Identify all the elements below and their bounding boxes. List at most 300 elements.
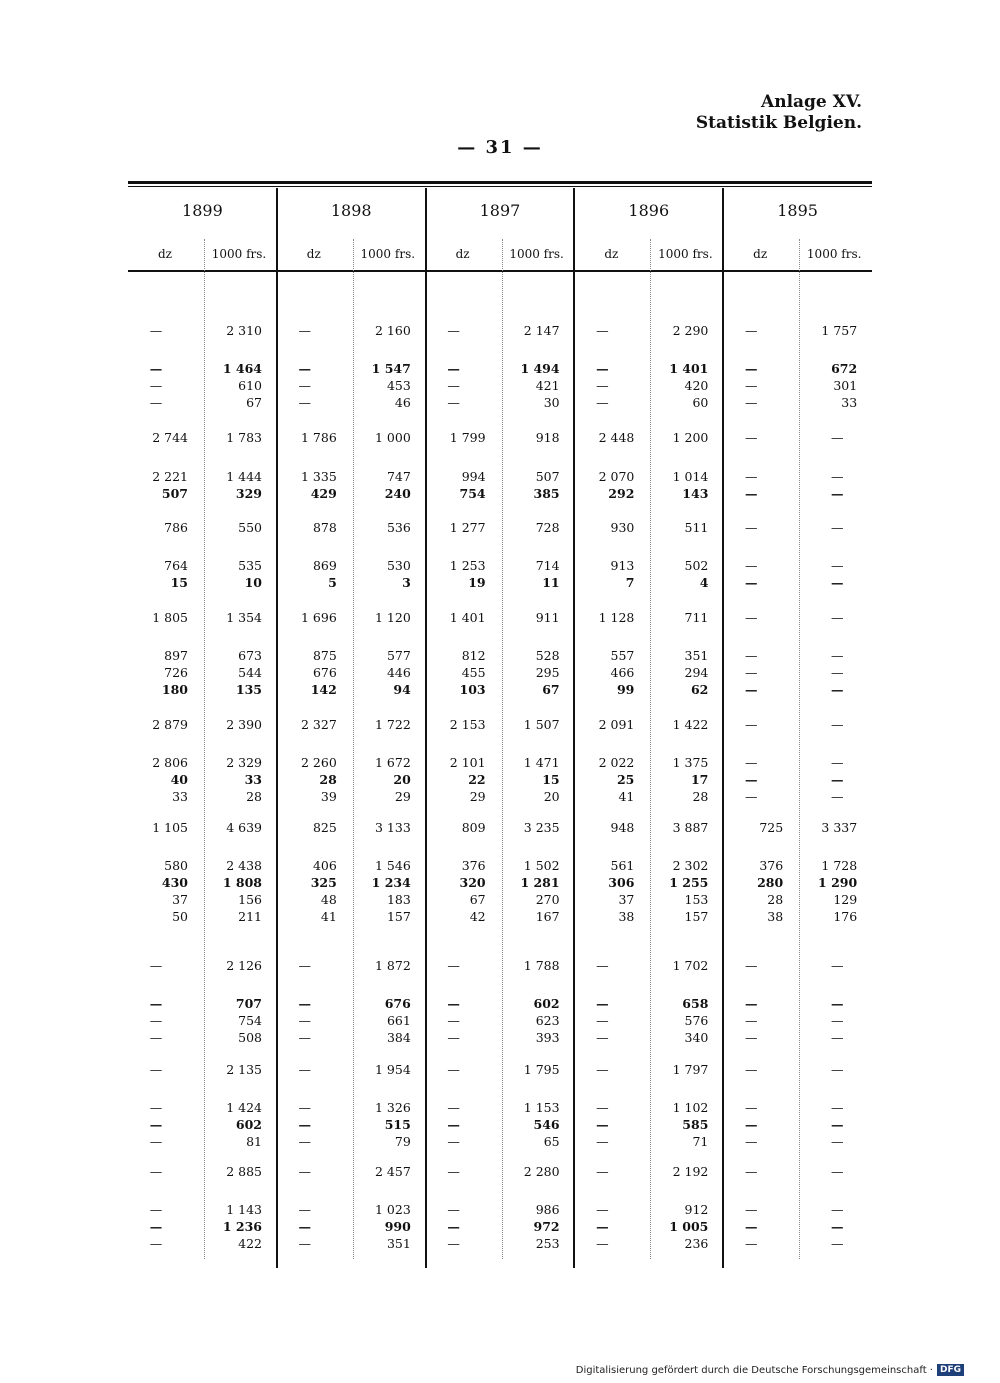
table-cell: 81 — [246, 1134, 262, 1149]
table-cell: 10 — [244, 575, 262, 590]
table-cell: 176 — [833, 909, 858, 924]
table-cell: 878 — [312, 520, 337, 535]
table-cell: — — [744, 755, 758, 770]
table-cell: 351 — [386, 1236, 411, 1251]
table-cell: — — [298, 378, 312, 393]
table-cell: 535 — [238, 558, 262, 573]
table-cell: — — [149, 1236, 163, 1251]
table-cell: 1 424 — [226, 1100, 262, 1115]
table-cell: — — [744, 717, 758, 732]
table-cell: 211 — [238, 909, 262, 924]
table-cell: 764 — [164, 558, 188, 573]
table-cell: 28 — [246, 789, 262, 804]
table-cell: 825 — [312, 820, 337, 835]
table-cell: — — [744, 486, 758, 501]
table-cell: 236 — [684, 1236, 709, 1251]
table-cell: 536 — [386, 520, 411, 535]
table-cell: 2 390 — [226, 717, 262, 732]
table-cell: 2 885 — [226, 1164, 262, 1179]
table-cell: 1 546 — [375, 858, 411, 873]
table-cell: 1 783 — [226, 430, 262, 445]
table-cell: — — [744, 1202, 758, 1217]
table-cell: — — [447, 361, 460, 376]
table-cell: 515 — [384, 1117, 411, 1132]
table-cell: — — [830, 1164, 844, 1179]
table-cell: 972 — [533, 1219, 560, 1234]
table-cell: — — [830, 717, 844, 732]
table-cell: — — [447, 1117, 460, 1132]
table-cell: — — [447, 1030, 460, 1045]
table-cell: — — [596, 378, 609, 393]
table-cell: 406 — [312, 858, 337, 873]
table-cell: 544 — [238, 665, 262, 680]
table-cell: 2 153 — [449, 717, 486, 732]
table-cell: 22 — [468, 772, 486, 787]
table-cell: — — [744, 665, 758, 680]
table-cell: 2 126 — [226, 958, 262, 973]
unit-dz-header: dz — [455, 247, 470, 261]
table-cell: 507 — [535, 469, 560, 484]
table-cell: 60 — [692, 395, 709, 410]
table-cell: 466 — [610, 665, 635, 680]
table-cell: — — [744, 430, 758, 445]
table-cell: — — [830, 755, 844, 770]
table-cell: 292 — [608, 486, 635, 501]
table-cell: 918 — [535, 430, 560, 445]
table-cell: 3 — [402, 575, 411, 590]
table-cell: 672 — [831, 361, 858, 376]
table-cell: — — [744, 520, 758, 535]
annex-label: Anlage XV. — [761, 92, 862, 112]
table-cell: 180 — [161, 682, 188, 697]
table-cell: 28 — [767, 892, 784, 907]
page-header — [696, 92, 862, 134]
unit-dz-header: dz — [753, 247, 768, 261]
unit-frs-header: 1000 frs. — [806, 247, 862, 261]
table-cell: 812 — [461, 648, 486, 663]
table-cell: 38 — [767, 909, 784, 924]
table-cell: — — [149, 378, 163, 393]
table-cell: 5 — [328, 575, 337, 590]
table-cell: 1 797 — [672, 1062, 709, 1077]
table-cell: 11 — [542, 575, 560, 590]
table-cell: 2 806 — [152, 755, 188, 770]
table-cell: 602 — [235, 1117, 262, 1132]
table-cell: 911 — [535, 610, 560, 625]
table-cell: 1 128 — [598, 610, 635, 625]
table-cell: 2 310 — [226, 323, 262, 338]
table-cell: — — [830, 1013, 844, 1028]
table-cell: 1 799 — [449, 430, 486, 445]
table-cell: 610 — [238, 378, 262, 393]
table-cell: 41 — [320, 909, 337, 924]
table-cell: 502 — [684, 558, 709, 573]
table-cell: — — [830, 1062, 844, 1077]
table-cell: — — [447, 1202, 460, 1217]
table-cell: 33 — [172, 789, 188, 804]
table-cell: 754 — [238, 1013, 262, 1028]
document-subtitle: Statistik Belgien. — [695, 113, 862, 133]
table-cell: — — [744, 996, 758, 1011]
table-cell: 39 — [320, 789, 337, 804]
table-cell: 103 — [459, 682, 486, 697]
table-cell: — — [830, 430, 844, 445]
table-cell: 1 326 — [375, 1100, 411, 1115]
table-cell: 25 — [616, 772, 635, 787]
table-cell: 183 — [386, 892, 411, 907]
table-cell: 40 — [170, 772, 188, 787]
column-divider — [573, 188, 575, 1268]
table-cell: 2 290 — [672, 323, 709, 338]
year-header: 1898 — [330, 201, 372, 220]
table-cell: — — [149, 1117, 163, 1132]
table-cell: 20 — [393, 772, 411, 787]
table-cell: 430 — [161, 875, 188, 890]
table-cell: 912 — [684, 1202, 709, 1217]
table-cell: — — [744, 1164, 758, 1179]
table-cell: 2 260 — [301, 755, 337, 770]
table-cell: 1 234 — [371, 875, 411, 890]
table-cell: 809 — [461, 820, 486, 835]
table-cell: 1 277 — [449, 520, 486, 535]
table-cell: — — [744, 772, 758, 787]
table-cell: 4 639 — [226, 820, 262, 835]
table-cell: — — [830, 682, 844, 697]
table-cell: 295 — [535, 665, 560, 680]
table-cell: 728 — [535, 520, 560, 535]
table-cell: — — [298, 1164, 312, 1179]
table-cell: — — [744, 575, 758, 590]
table-cell: 1 702 — [672, 958, 709, 973]
table-cell: 676 — [384, 996, 411, 1011]
table-cell: — — [830, 772, 844, 787]
unit-frs-header: 1000 frs. — [211, 247, 267, 261]
table-cell: 528 — [535, 648, 560, 663]
table-cell: 1 105 — [152, 820, 188, 835]
table-cell: 550 — [238, 520, 262, 535]
year-header: 1895 — [777, 201, 818, 220]
table-cell: 580 — [164, 858, 188, 873]
table-cell: 2 280 — [523, 1164, 560, 1179]
table-cell: 421 — [535, 378, 560, 393]
table-cell: 157 — [386, 909, 411, 924]
table-cell: 1 290 — [818, 875, 858, 890]
table-cell: 376 — [759, 858, 784, 873]
table-cell: 422 — [238, 1236, 262, 1251]
table-cell: — — [298, 361, 312, 376]
table-cell: 897 — [164, 648, 188, 663]
table-cell: — — [596, 1062, 609, 1077]
table-cell: 384 — [386, 1030, 411, 1045]
table-cell: 33 — [244, 772, 262, 787]
table-cell: 725 — [759, 820, 784, 835]
table-cell: 29 — [469, 789, 486, 804]
table-cell: 99 — [616, 682, 635, 697]
table-cell: 294 — [684, 665, 709, 680]
year-header: 1897 — [479, 201, 521, 220]
table-cell: 62 — [690, 682, 709, 697]
table-cell: 1 236 — [222, 1219, 262, 1234]
table-cell: 28 — [692, 789, 709, 804]
table-cell: — — [830, 665, 844, 680]
table-cell: — — [447, 996, 460, 1011]
table-cell: 1 805 — [152, 610, 188, 625]
table-cell: 2 329 — [226, 755, 262, 770]
unit-frs-header: 1000 frs. — [658, 247, 713, 261]
footer-credit-text: Digitalisierung gefördert durch die Deutsche Forschungsgemeinschaft · — [575, 1364, 933, 1376]
table-cell: — — [447, 1236, 460, 1251]
table-cell: — — [830, 1202, 844, 1217]
table-cell: — — [830, 648, 844, 663]
table-cell: — — [744, 1100, 758, 1115]
table-cell: 2 448 — [598, 430, 635, 445]
table-cell: 676 — [312, 665, 337, 680]
table-cell: 156 — [238, 892, 262, 907]
table-cell: — — [744, 323, 758, 338]
table-cell: 673 — [238, 648, 262, 663]
table-cell: — — [298, 1236, 312, 1251]
table-cell: 340 — [684, 1030, 709, 1045]
table-cell: 754 — [459, 486, 486, 501]
statistics-table — [128, 181, 872, 1267]
table-cell: 1 354 — [226, 610, 262, 625]
unit-dz-header: dz — [604, 247, 619, 261]
table-cell: 17 — [690, 772, 709, 787]
column-divider — [276, 188, 278, 1268]
table-cell: 658 — [682, 996, 709, 1011]
table-cell: 1 808 — [222, 875, 262, 890]
table-cell: 129 — [833, 892, 858, 907]
table-cell: — — [830, 1134, 844, 1149]
table-cell: 142 — [310, 682, 337, 697]
table-cell: 2 101 — [449, 755, 486, 770]
table-cell: — — [298, 323, 312, 338]
table-cell: 157 — [684, 909, 709, 924]
table-cell: — — [596, 1134, 609, 1149]
table-cell: 1 786 — [301, 430, 337, 445]
table-cell: — — [149, 1030, 163, 1045]
table-cell: — — [149, 395, 163, 410]
table-cell: — — [596, 1117, 609, 1132]
table-cell: — — [744, 361, 758, 376]
table-cell: — — [298, 1030, 312, 1045]
table-cell: — — [447, 958, 460, 973]
table-cell: — — [596, 395, 609, 410]
table-cell: 7 — [625, 575, 635, 590]
table-cell: 253 — [535, 1236, 560, 1251]
table-cell: 240 — [384, 486, 411, 501]
table-cell: 67 — [246, 395, 262, 410]
table-cell: 3 133 — [375, 820, 411, 835]
table-cell: 455 — [461, 665, 486, 680]
table-cell: — — [744, 1219, 758, 1234]
table-cell: 869 — [312, 558, 337, 573]
table-cell: — — [149, 323, 163, 338]
table-cell: 1 120 — [375, 610, 411, 625]
table-cell: 508 — [238, 1030, 262, 1045]
table-cell: — — [298, 1202, 312, 1217]
table-cell: 1 507 — [523, 717, 560, 732]
table-cell: 1 872 — [375, 958, 411, 973]
table-cell: — — [447, 1134, 460, 1149]
table-cell: 602 — [533, 996, 560, 1011]
table-cell: — — [596, 361, 609, 376]
table-cell: 707 — [235, 996, 262, 1011]
table-cell: 351 — [684, 648, 709, 663]
table-cell: — — [149, 1062, 163, 1077]
table-cell: — — [596, 1164, 609, 1179]
table-cell: 3 235 — [523, 820, 560, 835]
table-cell: 167 — [535, 909, 560, 924]
table-cell: 33 — [841, 395, 858, 410]
table-cell: 429 — [310, 486, 337, 501]
table-cell: 71 — [692, 1134, 709, 1149]
table-cell: 875 — [312, 648, 337, 663]
table-cell: — — [298, 1117, 312, 1132]
table-cell: 623 — [535, 1013, 560, 1028]
table-cell: — — [298, 395, 312, 410]
table-cell: 1 696 — [301, 610, 337, 625]
table-cell: 420 — [684, 378, 709, 393]
table-cell: — — [830, 1117, 844, 1132]
table-cell: 1 401 — [449, 610, 486, 625]
table-cell: — — [830, 1236, 844, 1251]
table-cell: — — [830, 520, 844, 535]
table-cell: 280 — [757, 875, 784, 890]
table-cell: 1 335 — [301, 469, 337, 484]
table-cell: — — [744, 789, 758, 804]
table-cell: 585 — [682, 1117, 709, 1132]
table-cell: 714 — [535, 558, 560, 573]
table-cell: 15 — [542, 772, 560, 787]
table-cell: 446 — [386, 665, 411, 680]
table-cell: — — [830, 486, 844, 501]
table-cell: — — [298, 1100, 312, 1115]
year-header: 1896 — [628, 201, 670, 220]
table-cell: — — [149, 1134, 163, 1149]
table-cell: — — [447, 395, 460, 410]
table-cell: 41 — [618, 789, 635, 804]
table-cell: — — [744, 558, 758, 573]
table-cell: — — [447, 323, 460, 338]
table-cell: 507 — [161, 486, 188, 501]
table-cell: 65 — [543, 1134, 560, 1149]
table-cell: 1 401 — [669, 361, 709, 376]
table-cell: 20 — [543, 789, 560, 804]
unit-frs-header: 1000 frs. — [360, 247, 416, 261]
table-cell: — — [149, 996, 163, 1011]
year-header: 1899 — [182, 201, 223, 220]
table-cell: — — [744, 1117, 758, 1132]
table-cell: 325 — [310, 875, 337, 890]
table-header-rule — [128, 270, 872, 272]
table-cell: — — [830, 469, 844, 484]
unit-dz-header: dz — [306, 247, 321, 261]
table-cell: 50 — [172, 909, 188, 924]
table-cell: 30 — [543, 395, 560, 410]
table-cell: — — [596, 1100, 609, 1115]
table-cell: — — [447, 1062, 460, 1077]
table-cell: 726 — [164, 665, 188, 680]
table-cell: 2 022 — [598, 755, 635, 770]
dfg-logo: DFG — [937, 1364, 964, 1376]
table-cell: 1 795 — [523, 1062, 560, 1077]
table-cell: — — [830, 996, 844, 1011]
table-cell: 2 744 — [152, 430, 188, 445]
table-cell: 1 672 — [375, 755, 411, 770]
table-cell: — — [149, 1100, 163, 1115]
table-cell: — — [744, 1062, 758, 1077]
table-cell: — — [744, 648, 758, 663]
table-cell: 38 — [618, 909, 635, 924]
table-cell: 3 887 — [672, 820, 709, 835]
table-cell: 94 — [393, 682, 411, 697]
table-cell: — — [447, 1013, 460, 1028]
table-cell: 1 153 — [523, 1100, 560, 1115]
unit-dz-header: dz — [157, 247, 172, 261]
table-cell: 1 143 — [226, 1202, 262, 1217]
table-cell: 2 192 — [672, 1164, 709, 1179]
footer-credit — [576, 1364, 964, 1376]
table-cell: — — [830, 558, 844, 573]
table-cell: 661 — [386, 1013, 411, 1028]
column-divider — [722, 188, 724, 1268]
table-cell: 2 438 — [226, 858, 262, 873]
table-cell: 29 — [394, 789, 411, 804]
table-top-rule — [128, 181, 872, 184]
table-cell: — — [298, 996, 312, 1011]
unit-frs-header: 1000 frs. — [509, 247, 564, 261]
table-cell: — — [744, 958, 758, 973]
table-top-rule-thin — [128, 186, 872, 187]
table-cell: — — [596, 1236, 609, 1251]
table-cell: 2 327 — [301, 717, 337, 732]
table-cell: — — [447, 378, 460, 393]
table-cell: 3 337 — [821, 820, 858, 835]
table-cell: 2 160 — [375, 323, 411, 338]
table-cell: — — [149, 1164, 163, 1179]
table-cell: 948 — [610, 820, 635, 835]
table-cell: — — [149, 1219, 163, 1234]
table-cell: 1 502 — [523, 858, 560, 873]
table-cell: — — [149, 361, 163, 376]
table-cell: 1 728 — [821, 858, 858, 873]
table-cell: 1 255 — [669, 875, 709, 890]
table-cell: 1 200 — [672, 430, 709, 445]
table-cell: 385 — [533, 486, 560, 501]
table-cell: 270 — [535, 892, 560, 907]
table-cell: — — [298, 1062, 312, 1077]
table-cell: 2 070 — [598, 469, 635, 484]
table-cell: — — [596, 323, 609, 338]
table-cell: — — [596, 1013, 609, 1028]
table-cell: 1 422 — [672, 717, 709, 732]
table-cell: — — [744, 378, 758, 393]
table-cell: 320 — [459, 875, 486, 890]
table-cell: — — [744, 1134, 758, 1149]
table-cell: 913 — [610, 558, 635, 573]
table-cell: 46 — [394, 395, 411, 410]
table-cell: — — [744, 395, 758, 410]
table-cell: 4 — [699, 575, 709, 590]
table-cell: — — [149, 958, 163, 973]
table-cell: — — [744, 1013, 758, 1028]
table-cell: — — [744, 1030, 758, 1045]
table-cell: 42 — [469, 909, 486, 924]
table-cell: 2 091 — [598, 717, 635, 732]
table-cell: 135 — [235, 682, 262, 697]
table-cell: 1 014 — [672, 469, 709, 484]
